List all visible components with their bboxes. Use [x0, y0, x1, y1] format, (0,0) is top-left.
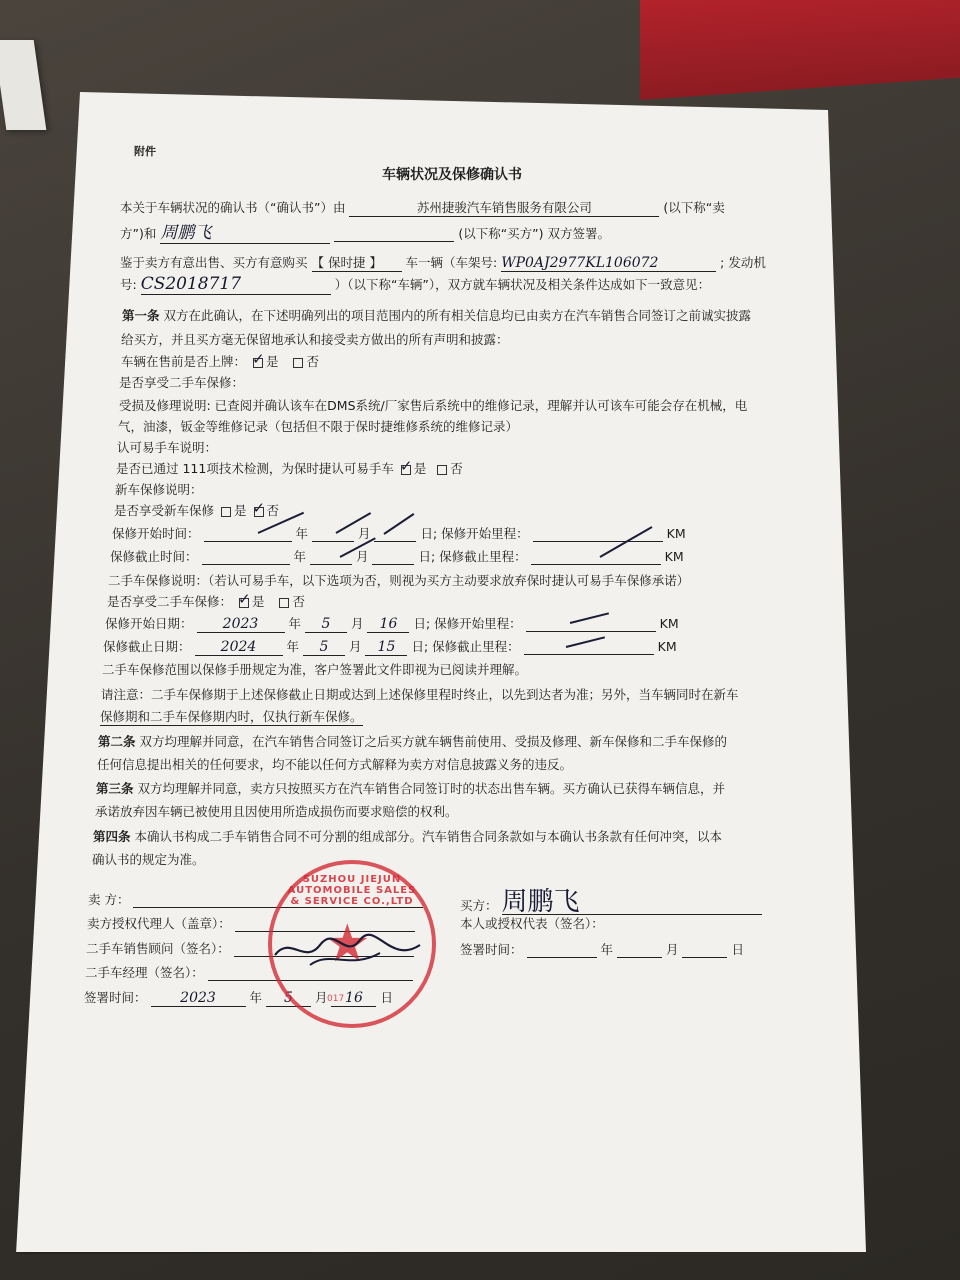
vin-handwritten: WP0AJ2977KL106072: [501, 255, 716, 272]
buyer-name-handwritten: 周鹏飞: [160, 218, 330, 244]
new-start-month-blank: [312, 526, 354, 542]
plate-no-label: 否: [306, 354, 319, 369]
year-label: 年: [295, 526, 308, 541]
day-label: 日: [380, 990, 393, 1005]
intro-line-1: [120, 198, 725, 217]
new-yes-checkbox[interactable]: [221, 507, 231, 517]
vehicle-text-c: ; 发动机: [720, 255, 766, 270]
article4-line-1: [93, 827, 722, 845]
intro-text-c: 方”)和: [120, 226, 157, 241]
used-start-year: 2023: [197, 616, 285, 633]
km-label: KM: [664, 549, 684, 564]
article1-line-1: [122, 306, 751, 324]
used-warranty-question: [107, 592, 305, 610]
article3-line-1: [96, 779, 725, 797]
buyer-rep-row: 本人或授权代表（签名）：: [460, 916, 604, 931]
new-warranty-heading: 新车保修说明：: [115, 482, 203, 497]
intro-text-d: (以下称“买方”) 双方签署。: [458, 226, 610, 241]
new-start-day-blank: [374, 526, 416, 542]
year-label: 年: [600, 942, 613, 957]
new-start-mile-blank: [533, 526, 663, 542]
document-title: 车辆状况及保修确认书: [382, 167, 522, 183]
seller-year: 2023: [151, 990, 246, 1007]
vehicle-text-b: 车一辆（车架号:: [405, 255, 498, 270]
cpo-no-checkbox[interactable]: [437, 465, 447, 475]
day-label: 日: [411, 639, 424, 654]
seller-time-label: 签署时间：: [84, 990, 147, 1005]
seller-day: 16: [331, 990, 376, 1007]
month-label: 月: [348, 639, 362, 654]
mile-end-label: ; 保修截止里程：: [430, 549, 527, 564]
used-end-year: 2024: [195, 639, 283, 656]
used-before-question: 是否享受二手车保修：: [119, 375, 245, 390]
km-label: KM: [657, 639, 677, 654]
used-no-label: 否: [292, 594, 305, 609]
new-no-checkbox[interactable]: [254, 507, 264, 517]
buyer-year-blank: [527, 942, 597, 958]
intro-text-b: (以下称“卖: [663, 200, 725, 215]
km-label: KM: [666, 526, 686, 541]
new-q-text: 是否享受新车保修: [114, 503, 215, 518]
damage-line-2: 气，油漆，钣金等维修记录（包括但不限于保时捷维修系统的维修记录）: [118, 419, 519, 434]
day-label: 日: [413, 616, 426, 631]
buyer-sign-row: [460, 887, 762, 917]
cpo-yes-checkbox[interactable]: [401, 465, 411, 475]
buyer-day-blank: [682, 942, 727, 958]
article4-head: 第四条: [93, 829, 131, 844]
damage-line-1: 受损及修理说明: 已查阅并确认该车在DMS系统/厂家售后系统中的维修记录，理解并认可该车可能会存在机械，电: [119, 398, 748, 413]
buyer-month-blank: [617, 942, 662, 958]
mile-start-label: ; 保修开始里程：: [425, 616, 522, 631]
new-start-label: 保修开始时间：: [112, 526, 200, 541]
new-no-label: 否: [266, 503, 280, 518]
buyer-label: 买方：: [460, 898, 498, 913]
new-end-day-blank: [372, 549, 414, 565]
seal-text: SUZHOU JIEJUN AUTOMOBILE SALES & SERVICE CO.,LTD: [287, 874, 417, 907]
vehicle-text-d: 号:: [120, 277, 137, 292]
used-start-day: 16: [367, 616, 409, 633]
article2-head: 第二条: [98, 734, 136, 749]
used-yes-label: 是: [252, 594, 265, 609]
seller-month: 5: [266, 990, 311, 1007]
new-yes-label: 是: [234, 503, 247, 518]
article3-head: 第三条: [96, 781, 134, 796]
used-start-month: 5: [305, 616, 347, 633]
year-label: 年: [293, 549, 306, 564]
mile-end-label: ; 保修截止里程：: [423, 639, 520, 654]
month-label: 月: [665, 942, 679, 957]
used-manager-label: 二手车经理（签名）：: [85, 965, 204, 980]
used-end-day: 15: [365, 639, 407, 656]
intro-text-a: 本关于车辆状况的确认书（“确认书”）由: [120, 200, 346, 215]
plate-question: [121, 352, 319, 370]
blank-line: [334, 226, 454, 242]
scope-line: 二手车保修范围以保修手册规定为准，客户签署此文件即视为已阅读并理解。: [102, 662, 528, 677]
used-yes-checkbox[interactable]: [239, 598, 249, 608]
seller-label: 卖 方：: [88, 892, 130, 907]
seller-company-field: 苏州捷骏汽车销售服务有限公司: [349, 198, 659, 217]
article3-line-2: 承诺放弃因车辆已被使用且因使用所造成损伤而要求赔偿的权利。: [95, 804, 458, 819]
plate-q-text: 车辆在售前是否上牌：: [121, 354, 247, 369]
year-label: 年: [286, 639, 299, 654]
vehicle-text-a: 鉴于卖方有意出售、买方有意购买: [120, 255, 308, 270]
used-end-month: 5: [303, 639, 345, 656]
used-warranty-heading: 二手车保修说明：（若认可易手车，以下选项为否，则视为买方主动要求放弃保时捷认可易手车保修承诺）: [108, 573, 690, 588]
buyer-date-row: [460, 940, 744, 958]
used-no-checkbox[interactable]: [279, 598, 289, 608]
used-end-label: 保修截止日期：: [103, 639, 191, 654]
used-q-text: 是否享受二手车保修：: [107, 594, 233, 609]
cpo-yes-label: 是: [413, 461, 427, 476]
seller-agent-label: 卖方授权代理人（盖章）：: [87, 916, 231, 931]
cpo-question: [116, 459, 463, 477]
article4-line-2: 确认书的规定为准。: [92, 852, 205, 867]
article1-head: 第一条: [122, 308, 160, 323]
article2-text-1: 双方均理解并同意，在汽车销售合同签订之后买方就车辆售前使用、受损及修理、新车保修和二手车保修的: [139, 734, 728, 749]
new-end-label: 保修截止时间：: [110, 549, 198, 564]
article1-text-1: 双方在此确认，在下述明确列出的项目范围内的所有相关信息均已由卖方在汽车销售合同签订之前诚实披露: [163, 308, 752, 323]
buyer-signature: 周鹏飞: [502, 890, 762, 915]
new-end-mile-blank: [531, 549, 661, 565]
article4-text-1: 本确认书构成二手车销售合同不可分割的组成部分。汽车销售合同条款如与本确认书条款有任何冲突，以本: [134, 829, 723, 844]
mile-start-label: ; 保修开始里程：: [432, 526, 529, 541]
new-start-row: [112, 524, 686, 542]
new-start-year-blank: [204, 526, 292, 542]
used-consultant-label: 二手车销售顾问（签名）：: [86, 941, 230, 956]
intro-line-2: [120, 218, 610, 244]
seller-signature-scribble: [270, 925, 430, 975]
month-label: 月: [357, 526, 371, 541]
cpo-heading: 认可易手车说明：: [117, 440, 218, 455]
cpo-no-label: 否: [450, 461, 463, 476]
article2-line-1: [98, 732, 727, 750]
buyer-time-label: 签署时间：: [460, 942, 523, 957]
plate-yes-checkbox[interactable]: [253, 358, 263, 368]
plate-yes-label: 是: [266, 354, 279, 369]
seal-star-icon: ★: [324, 914, 371, 974]
vehicle-text-e: ）（以下称“车辆”），双方就车辆状况及相关条件达成如下一致意见：: [334, 277, 711, 292]
day-label: 日: [731, 942, 744, 957]
article2-line-2: 任何信息提出相关的任何要求，均不能以任何方式解释为卖方对信息披露义务的违反。: [97, 757, 573, 772]
plate-no-checkbox[interactable]: [293, 358, 303, 368]
used-start-label: 保修开始日期：: [105, 616, 193, 631]
year-label: 年: [249, 990, 262, 1005]
new-warranty-question: [114, 501, 279, 519]
day-label: 日: [420, 526, 433, 541]
new-end-row: [110, 547, 684, 565]
article1-line-2: 给买方，并且买方毫无保留地承认和接受卖方做出的所有声明和披露：: [121, 332, 509, 347]
vehicle-line-1: [120, 253, 766, 272]
note-line-1: 请注意：二手车保修期于上述保修截止日期或达到上述保修里程时终止，以先到达者为准；另外，当车辆同时在新车: [101, 687, 739, 702]
annex-label: 附件: [134, 145, 156, 158]
seal-code: 017: [327, 994, 345, 1004]
article3-text-1: 双方均理解并同意，卖方只按照买方在汽车销售合同签订时的状态出售车辆。买方确认已获得车辆信息，并: [137, 781, 726, 796]
km-label: KM: [659, 616, 679, 631]
month-label: 月: [314, 990, 328, 1005]
new-end-year-blank: [202, 549, 290, 565]
year-label: 年: [288, 616, 301, 631]
engine-handwritten: CS2018717: [141, 274, 331, 295]
month-label: 月: [355, 549, 369, 564]
brand-field: 【 保时捷 】: [312, 253, 402, 272]
day-label: 日: [418, 549, 431, 564]
vehicle-line-2: [120, 274, 710, 295]
month-label: 月: [350, 616, 364, 631]
note-line-2: 保修期和二手车保修期内时，仅执行新车保修。: [100, 709, 363, 724]
cpo-q-text: 是否已通过 111项技术检测，为保时捷认可易手车: [116, 461, 394, 476]
